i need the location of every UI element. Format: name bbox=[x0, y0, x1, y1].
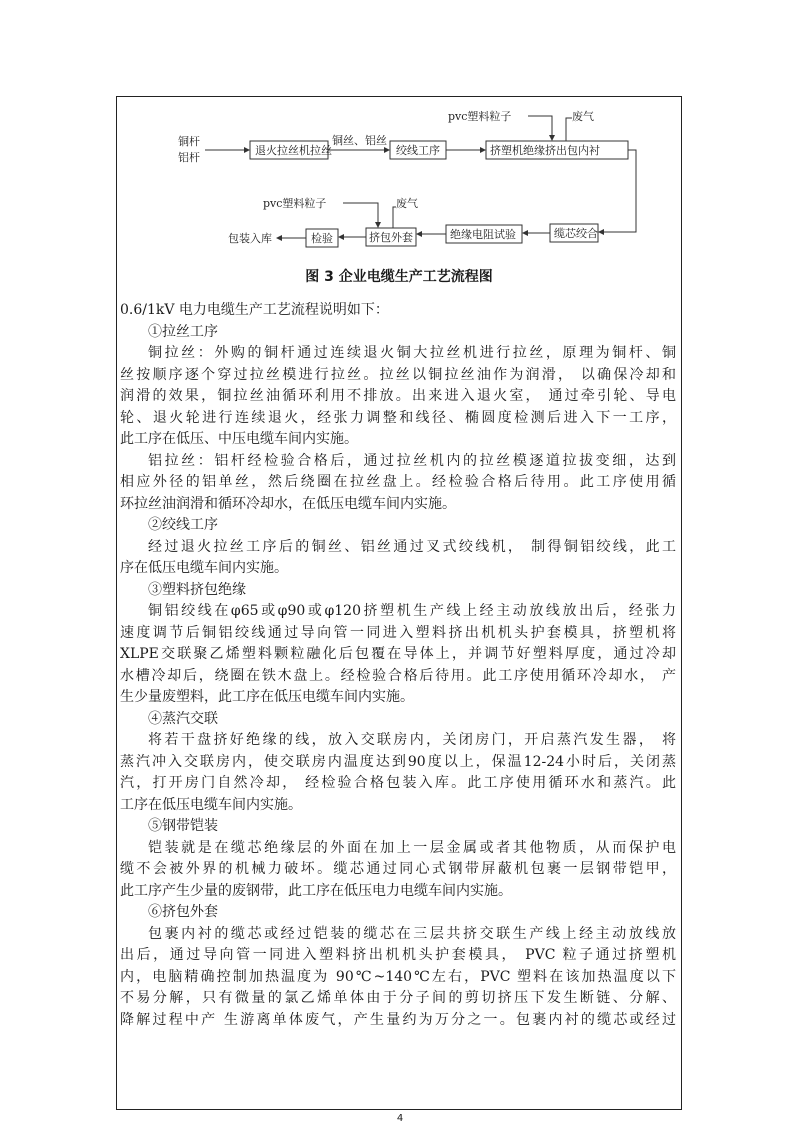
paragraph-line: 降解过程中产 生游离单体废气，产生量约为万分之一。包裹内衬的缆芯或经过 bbox=[120, 1011, 676, 1028]
section-heading: ①拉丝工序 bbox=[148, 323, 218, 340]
label-extrusion: 挤塑机绝缘挤出包内衬 bbox=[490, 144, 600, 157]
section-heading: ④蒸汽交联 bbox=[148, 710, 218, 727]
paragraph-line: 轮、退火轮进行连续退火，经张力调整和线径、椭圆度检测后进入下一工序， bbox=[120, 409, 676, 426]
arrowhead-3 bbox=[480, 147, 486, 153]
section-heading: ⑤钢带铠装 bbox=[148, 818, 218, 834]
arrowhead-9 bbox=[338, 234, 344, 240]
paragraph-line: 序在低压电缆车间内实施。 bbox=[120, 560, 288, 576]
intro-line: 0.6/1kV 电力电缆生产工艺流程说明如下： bbox=[120, 302, 389, 318]
paragraph-line: 不易分解，只有微量的氯乙烯单体由于分子间的剪切挤压下发生断链、分解、 bbox=[120, 990, 676, 1006]
paragraph-line: 相应外径的铝单丝，然后绕圈在拉丝盘上。经检验合格后待用。此工序使用循 bbox=[120, 474, 676, 490]
paragraph-line: 将若干盘挤好绝缘的线，放入交联房内，关闭房门，开启蒸汽发生器， 将 bbox=[148, 732, 676, 748]
label-annealing: 退火拉丝机拉丝 bbox=[255, 144, 332, 157]
paragraph-line: 铝拉丝：铝杆经检验合格后，通过拉丝机内的拉丝模逐道拉拔变细，达到 bbox=[148, 452, 676, 469]
paragraph-line: 蒸汽冲入交联房内，使交联房内温度达到90度以上，保温12-24小时后，关闭蒸 bbox=[120, 753, 676, 770]
paragraph-line: 工序在低压电缆车间内实施。 bbox=[120, 796, 302, 813]
label-inspection: 检验 bbox=[311, 232, 333, 245]
section-heading: ⑥挤包外套 bbox=[148, 904, 218, 920]
arrowhead-4 bbox=[549, 135, 555, 141]
paragraph-line: 生少量废塑料，此工序在低压电缆车间内实施。 bbox=[120, 689, 414, 705]
label-pvc-bottom: pvc塑料粒子 bbox=[263, 197, 327, 210]
paragraph-line: 环拉丝油润滑和循环冷却水，在低压电缆车间内实施。 bbox=[120, 495, 456, 512]
arrowhead-7 bbox=[416, 231, 422, 237]
arrow-pvc-to-extrusion bbox=[528, 116, 552, 135]
label-cabling: 缆芯绞合 bbox=[554, 227, 598, 240]
label-sheath: 挤包外套 bbox=[369, 231, 413, 244]
paragraph-line: 水槽冷却后，绕圈在铁木盘上。经检验合格后待用。此工序使用循环冷却水， 产 bbox=[120, 667, 676, 684]
paragraph-line: 出后，通过导向管一同进入塑料挤出机机头护套模具， PVC 粒子通过挤塑机 bbox=[120, 947, 676, 963]
arrow-sheath-to-waste bbox=[393, 207, 396, 228]
paragraph-line: 此工序产生少量的废钢带，此工序在低压电力电缆车间内实施。 bbox=[120, 882, 512, 899]
arrow-pvc-to-sheath bbox=[343, 203, 378, 222]
label-waste-gas-top: 废气 bbox=[572, 110, 594, 123]
arrowhead-2 bbox=[384, 147, 390, 153]
figure-title: 图 3 企业电缆生产工艺流程图 bbox=[305, 269, 493, 285]
body-text bbox=[120, 300, 676, 1031]
paragraph-line: 丝按顺序逐个穿过拉丝模进行拉丝。拉丝以铜拉丝油作为润滑， 以确保冷却和 bbox=[120, 366, 676, 383]
label-pvc-top: pvc塑料粒子 bbox=[448, 110, 512, 123]
arrowhead-1 bbox=[244, 147, 250, 153]
paragraph-line: XLPE交联聚乙烯塑料颗粒融化后包覆在导体上，并调节好塑料厚度，通过冷却 bbox=[120, 646, 676, 662]
paragraph-line: 内，电脑精确控制加热温度为 90℃~140℃左右，PVC 塑料在该加热温度以下 bbox=[120, 968, 676, 985]
section-heading: ③塑料挤包绝缘 bbox=[148, 581, 246, 598]
label-wires: 铜丝、铝丝 bbox=[332, 134, 387, 147]
process-flowchart bbox=[0, 0, 800, 300]
paragraph-line: 速度调节后铜铝绞线通过导向管一同进入塑料挤出机机头护套模具，挤塑机将 bbox=[120, 624, 676, 641]
arrowhead-8 bbox=[375, 222, 381, 228]
paragraph-line: 经过退火拉丝工序后的铜丝、铝丝通过叉式绞线机， 制得铜铝绞线，此工 bbox=[148, 538, 676, 555]
label-copper-rod: 铜杆 bbox=[178, 135, 200, 148]
arrowhead-6 bbox=[522, 230, 528, 236]
paragraph-line: 包裹内衬的缆芯或经过铠装的缆芯在三层共挤交联生产线上经主动放线放 bbox=[148, 925, 676, 942]
paragraph-line: 汽，打开房门自然冷却， 经检验合格包装入库。此工序使用循环水和蒸汽。此 bbox=[120, 775, 676, 791]
section-heading: ②绞线工序 bbox=[148, 517, 218, 533]
paragraph-line: 润滑的效果，铜拉丝油循环利用不排放。出来进入退火室， 通过牵引轮、导电 bbox=[120, 388, 676, 404]
label-stranding: 绞线工序 bbox=[396, 144, 440, 157]
paragraph-line: 铠装就是在缆芯绝缘层的外面在加上一层金属或者其他物质，从而保护电 bbox=[148, 839, 676, 856]
label-storage: 包装入库 bbox=[228, 232, 272, 245]
paragraph-line: 铜铝绞线在φ65或φ90或φ120挤塑机生产线上经主动放线放出后，经张力 bbox=[148, 603, 676, 619]
arrow-extrusion-to-cabling bbox=[604, 150, 636, 232]
paragraph-line: 铜拉丝：外购的铜杆通过连续退火铜大拉丝机进行拉丝，原理为铜杆、铜 bbox=[148, 345, 676, 361]
paragraph-line: 缆不会被外界的机械力破坏。缆芯通过同心式钢带屏蔽机包裹一层钢带铠甲， bbox=[120, 861, 676, 877]
label-aluminum-rod: 铝杆 bbox=[178, 151, 200, 164]
arrowhead-5 bbox=[598, 229, 604, 235]
label-insulation-test: 绝缘电阻试验 bbox=[450, 228, 516, 241]
arrowhead-10 bbox=[276, 235, 282, 241]
page-number: 4 bbox=[396, 1113, 404, 1124]
paragraph-line: 此工序在低压、中压电缆车间内实施。 bbox=[120, 431, 358, 447]
label-waste-gas-bottom: 废气 bbox=[396, 197, 418, 210]
